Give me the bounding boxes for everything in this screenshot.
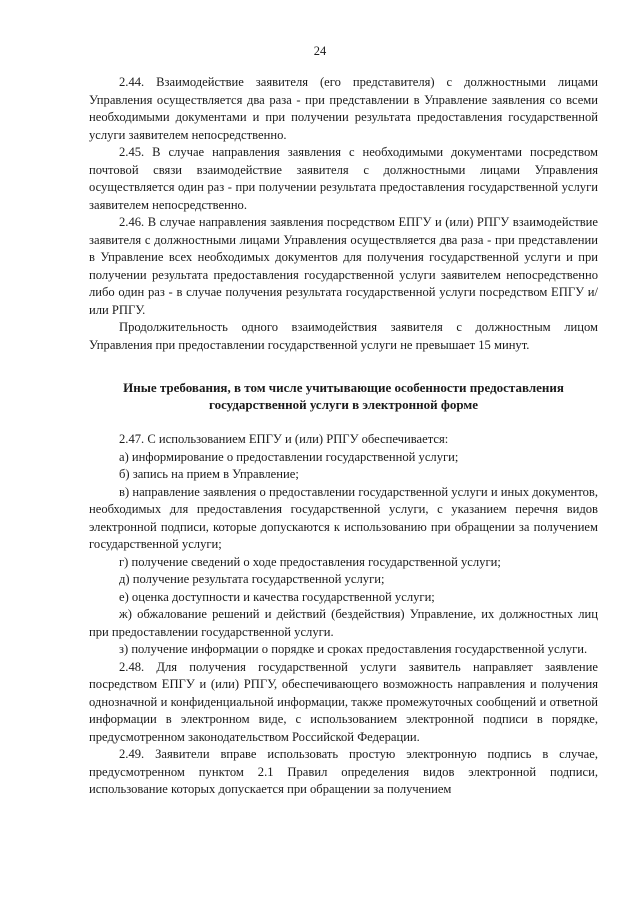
- paragraph-2-49: 2.49. Заявители вправе использовать простую электронную подпись в случае, предусмотренном пунктом 2.1 Правил определения видов электронной подписи, использование которых допускается при обращении за получением: [89, 747, 598, 796]
- section-heading: Иные требования, в том числе учитывающие особенности предоставления государственной услуги в электронной форме: [123, 380, 564, 412]
- list-item-a: а) информирование о предоставлении государственной услуги;: [119, 449, 459, 464]
- list-item-zh: ж) обжалование решений и действий (бездействия) Управление, их должностных лиц при предоставлении государственной услуги.: [89, 607, 598, 639]
- list-item-e: е) оценка доступности и качества государственной услуги;: [119, 589, 435, 604]
- page-number: 24: [313, 44, 327, 58]
- paragraph-2-48: 2.48. Для получения государственной услуги заявитель направляет заявление посредством ЕПГУ и (или) РПГУ, обеспечивающего возможность направления и получения однозначной и конфиденциальной информации, также промежуточных сообщений и ответной информации в электронном виде, с использованием электронной подписи в порядке, предусмотренном законодательством Российской Федерации.: [89, 659, 598, 744]
- paragraph-2-46: 2.46. В случае направления заявления посредством ЕПГУ и (или) РПГУ взаимодействие заявителя с должностными лицами Управления осуществляется два раза - при представлении в Управление всех необходимых документов для получения государственной услуги и при получении результата предоставления государственной услуги заявителем непосредственно либо один раз - в случае получения результата государственной услуги посредством ЕПГУ и/или РПГУ.: [89, 215, 598, 317]
- paragraph-2-45: 2.45. В случае направления заявления с необходимыми документами посредством почтовой связи взаимодействие заявителя с должностными лицами Управления осуществляется один раз - при получении результата предоставления государственной услуги заявителем непосредственно.: [89, 145, 598, 212]
- paragraph-duration: Продолжительность одного взаимодействия заявителя с должностным лицом Управления при предоставлении государственной услуги не превышает 15 минут.: [89, 320, 598, 352]
- list-item-b: б) запись на прием в Управление;: [119, 467, 299, 481]
- paragraph-2-44: 2.44. Взаимодействие заявителя (его представителя) с должностными лицами Управления осуществляется два раза - при представлении в Управление заявления со всеми необходимыми документами и при получении результата предоставления государственной услуги заявителем непосредственно.: [89, 75, 598, 142]
- paragraph-2-47: 2.47. С использованием ЕПГУ и (или) РПГУ обеспечивается:: [119, 432, 449, 446]
- list-item-v: в) направление заявления о предоставлении государственной услуги и иных документов, необходимых для предоставления государственной услуги, с указанием перечня видов электронной подписи, которые допускаются к использованию при обращении за получением государственной услуги;: [89, 484, 598, 551]
- list-item-d: д) получение результата государственной услуги;: [119, 572, 385, 586]
- list-item-z: з) получение информации о порядке и сроках предоставления государственной услуги.: [119, 642, 588, 656]
- list-item-g: г) получение сведений о ходе предоставления государственной услуги;: [119, 554, 501, 569]
- document-body: [89, 74, 598, 799]
